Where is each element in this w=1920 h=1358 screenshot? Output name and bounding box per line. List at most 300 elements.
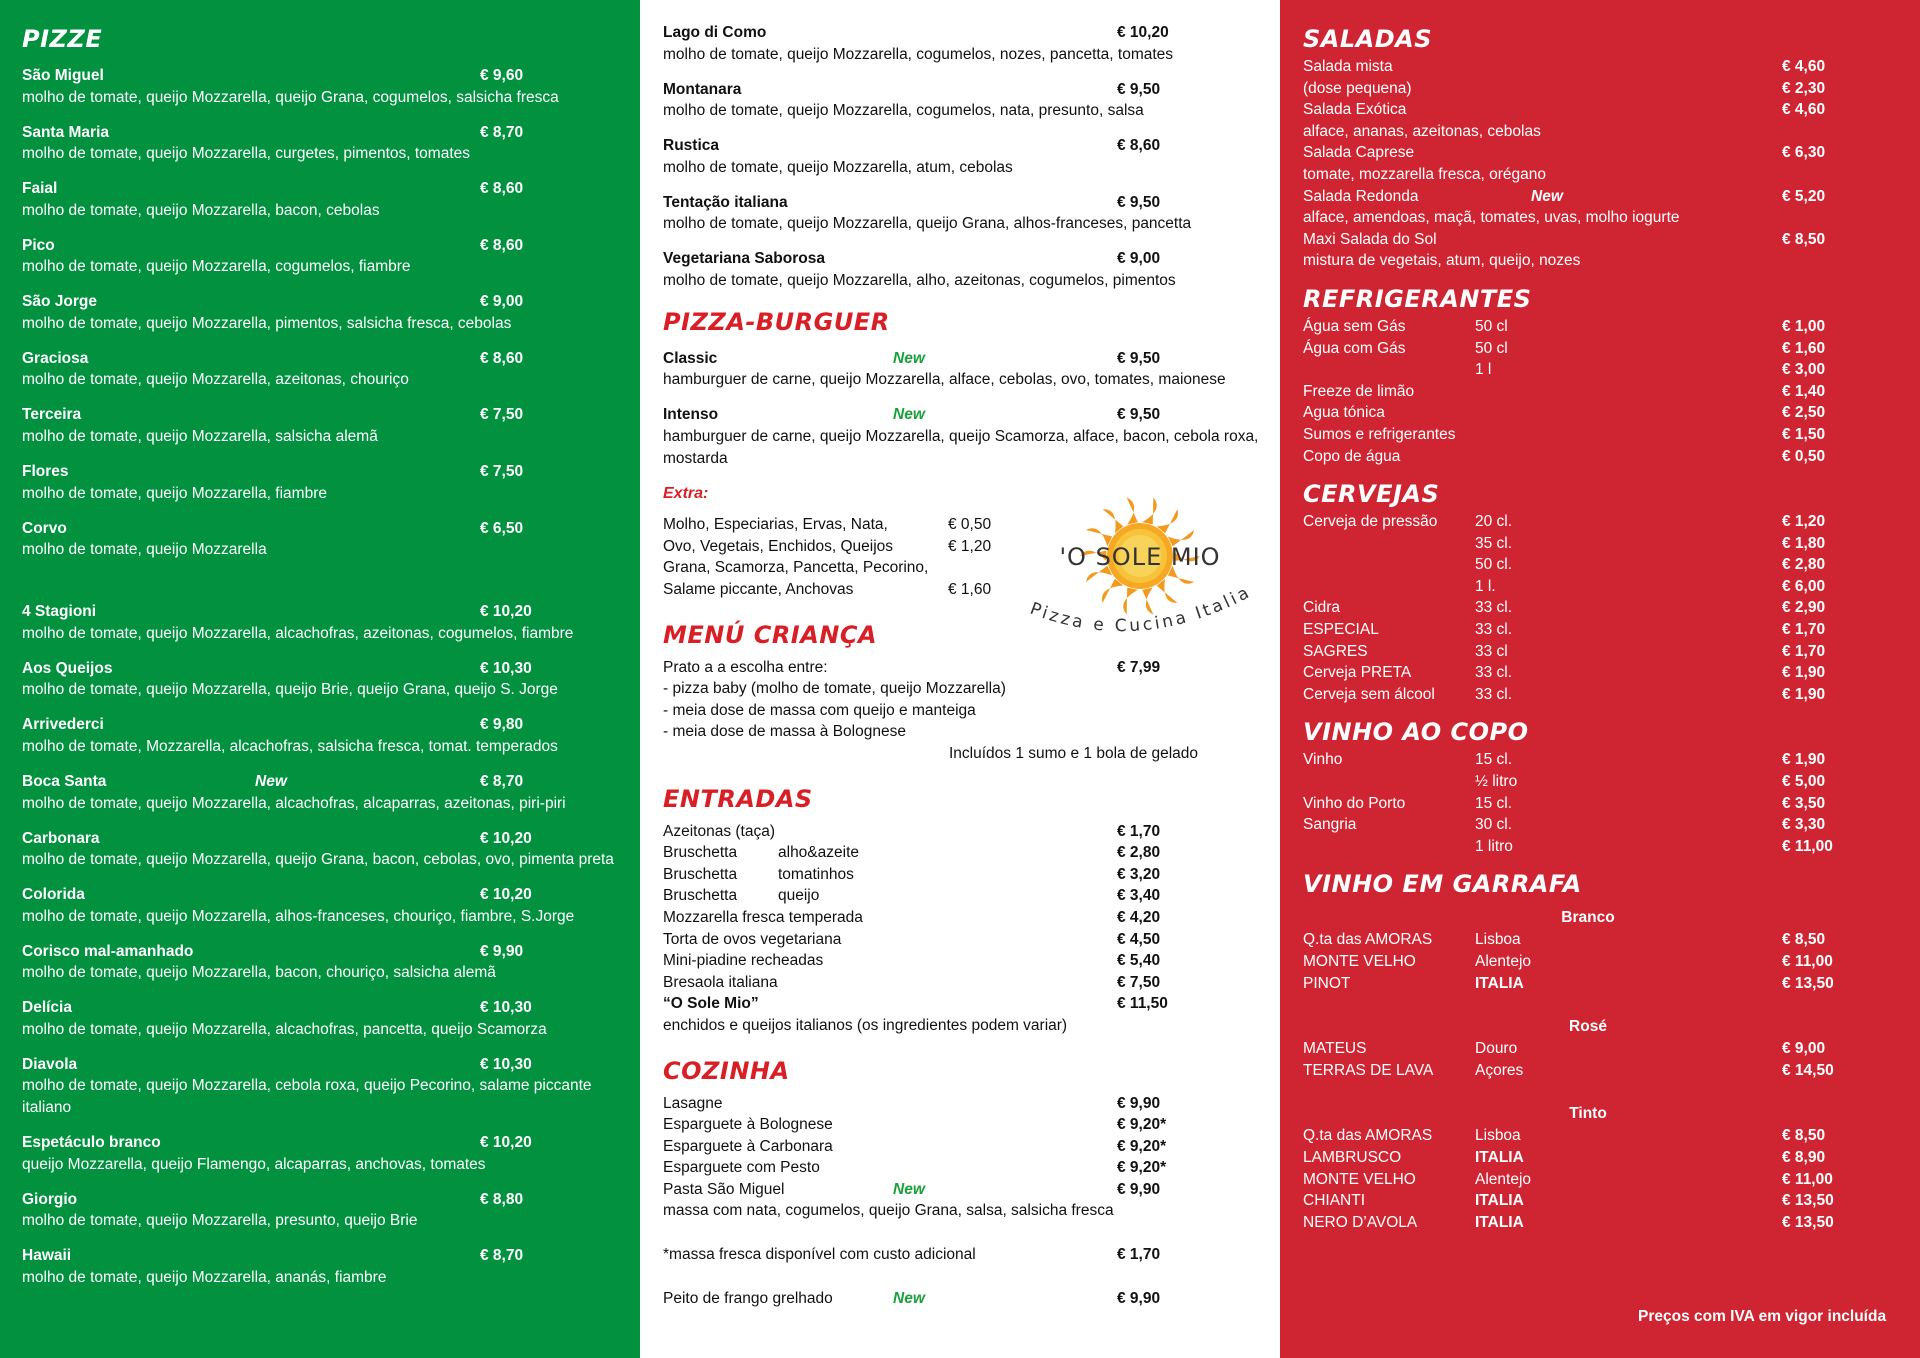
massa-note-price: € 1,70 xyxy=(1117,1246,1161,1264)
menu-item-price: € 8,60 xyxy=(480,180,524,198)
salada-row xyxy=(1303,56,1900,78)
menu-item-desc: queijo Mozzarella, queijo Flamengo, alcaparras, anchovas, tomates xyxy=(22,1155,486,1173)
menu-item-price: € 9,50 xyxy=(1117,193,1161,211)
iva-footnote: Preços com IVA em vigor incluída xyxy=(1638,1308,1887,1325)
wine-row-detail: ITALIA xyxy=(1475,1192,1524,1210)
menu-item xyxy=(22,658,620,701)
cerveja-row-price: € 1,80 xyxy=(1782,534,1826,552)
menu-item-name: Lago di Como xyxy=(663,24,767,41)
extra-price: € 0,50 xyxy=(948,516,992,534)
entrada-price: € 4,50 xyxy=(1117,930,1161,948)
refrigerantes-title: REFRIGERANTES xyxy=(1303,284,1532,313)
drinks-panel xyxy=(1280,0,1920,1358)
refrigerante-row-price: € 0,50 xyxy=(1782,447,1826,465)
vinho-copo-row xyxy=(1303,814,1900,836)
menu-item-name: Vegetariana Saborosa xyxy=(663,250,825,268)
menu-item-price: € 9,90 xyxy=(480,942,524,960)
refrigerante-row xyxy=(1303,359,1900,381)
menu-item-name: Giorgio xyxy=(22,1190,78,1208)
entrada-name: Mini-piadine recheadas xyxy=(663,952,824,970)
menu-item-desc: molho de tomate, queijo Mozzarella, queijo Grana, alhos-franceses, pancetta xyxy=(663,215,1192,233)
cozinha-name: Lasagne xyxy=(663,1094,723,1112)
wine-row-detail: Alentejo xyxy=(1475,953,1532,970)
new-badge: New xyxy=(255,772,287,790)
refrigerante-row-price: € 2,50 xyxy=(1782,404,1826,422)
salada-row-name: alface, amendoas, maçã, tomates, uvas, molho iogurte xyxy=(1303,209,1680,227)
entrada-variant: queijo xyxy=(778,887,820,905)
vinho-copo-row-price: € 5,00 xyxy=(1782,773,1826,791)
vinho-copo-row xyxy=(1303,793,1900,815)
cozinha-row xyxy=(663,1179,1260,1201)
refrigerante-row xyxy=(1303,446,1900,468)
cerveja-row xyxy=(1303,533,1900,555)
menu-item-header xyxy=(663,79,1260,101)
cozinha-row xyxy=(663,1093,1260,1115)
refrigerante-row-name: Copo de água xyxy=(1303,447,1401,465)
menu-item-name: Corvo xyxy=(22,519,67,537)
wine-row-name: Q.ta das AMORAS xyxy=(1303,1127,1433,1145)
kids-option-text: - pizza baby (molho de tomate, queijo Mozzarella) xyxy=(663,680,1006,698)
menu-item-price: € 6,50 xyxy=(480,519,524,537)
frango-price: € 9,90 xyxy=(1117,1289,1161,1307)
cerveja-row-price: € 1,90 xyxy=(1782,664,1826,682)
entrada-price: € 4,20 xyxy=(1117,908,1161,926)
menu-item xyxy=(22,235,620,278)
wine-row-name: NERO D’AVOLA xyxy=(1303,1213,1418,1231)
wine-row-price: € 8,50 xyxy=(1782,931,1826,949)
wine-row xyxy=(1303,951,1900,973)
entrada-name: Bresaola italiana xyxy=(663,973,778,991)
menu-item xyxy=(22,884,620,927)
menu-item xyxy=(22,828,620,871)
rose-label: Rosé xyxy=(1569,1018,1607,1036)
wine-row-name: CHIANTI xyxy=(1303,1192,1365,1210)
menu-item-desc: molho de tomate, queijo Mozzarella, atum, cebolas xyxy=(663,158,1013,176)
cerveja-row-detail: 33 cl. xyxy=(1475,599,1513,617)
cerveja-row-name: ESPECIAL xyxy=(1303,621,1379,639)
menu-item-desc: molho de tomate, queijo Mozzarella, cogumelos, nozes, pancetta, tomates xyxy=(663,45,1174,63)
menu-item-desc: molho de tomate, queijo Mozzarella, alho, azeitonas, cogumelos, pimentos xyxy=(663,271,1176,289)
tinto-list xyxy=(1303,1125,1900,1233)
cozinha-price: € 9,20* xyxy=(1117,1116,1167,1134)
menu-item-price: € 9,60 xyxy=(480,67,524,84)
vinho-copo-row xyxy=(1303,749,1900,771)
menu-item-header xyxy=(22,828,620,850)
menu-item-header xyxy=(22,65,620,87)
sun-ray xyxy=(1142,498,1157,525)
menu-item-name: Graciosa xyxy=(22,349,89,367)
wine-row-price: € 14,50 xyxy=(1782,1061,1834,1079)
salada-row xyxy=(1303,142,1900,164)
wine-row-detail: ITALIA xyxy=(1475,1148,1524,1166)
cerveja-row-name: Cerveja de pressão xyxy=(1303,513,1438,531)
menu-item-desc: molho de tomate, queijo Mozzarella, presunto, queijo Brie xyxy=(22,1212,418,1230)
menu-item-desc: molho de tomate, queijo Mozzarella, queijo Grana, bacon, cebolas, ovo, pimenta preta xyxy=(22,851,614,869)
vinho-copo-row-price: € 11,00 xyxy=(1782,837,1833,855)
cerveja-row-name: Cerveja sem álcool xyxy=(1303,685,1435,703)
menu-item-price: € 9,50 xyxy=(1117,349,1161,367)
refrigerante-row xyxy=(1303,338,1900,360)
cozinha-price: € 9,90 xyxy=(1117,1094,1161,1112)
refrigerante-row xyxy=(1303,424,1900,446)
cozinha-price: € 9,20* xyxy=(1117,1137,1167,1155)
vinho-copo-row-name: Sangria xyxy=(1303,816,1357,834)
cerveja-row-name: SAGRES xyxy=(1303,642,1368,660)
menu-item xyxy=(22,178,620,221)
vinho-copo-row-name: Vinho xyxy=(1303,751,1343,769)
wine-row-price: € 8,50 xyxy=(1782,1127,1826,1145)
wine-row-detail: Lisboa xyxy=(1475,931,1521,949)
entrada-row xyxy=(663,842,1260,864)
entrada-variant: alho&azeite xyxy=(778,844,860,862)
cerveja-row-detail: 1 l. xyxy=(1475,577,1496,595)
cerveja-row xyxy=(1303,619,1900,641)
frango-name: Peito de frango grelhado xyxy=(663,1289,833,1307)
middle-panel xyxy=(640,0,1280,1358)
menu-item-price: € 7,50 xyxy=(480,463,524,481)
menu-item-price: € 10,20 xyxy=(480,886,532,904)
cerveja-row-detail: 35 cl. xyxy=(1475,534,1513,552)
menu-item-price: € 8,70 xyxy=(480,123,524,141)
cozinha-name: Pasta São Miguel xyxy=(663,1180,785,1198)
entrada-row xyxy=(663,821,1260,843)
refrigerante-row xyxy=(1303,381,1900,403)
menu-item-desc: molho de tomate, queijo Mozzarella, queijo Grana, cogumelos, salsicha fresca xyxy=(22,88,559,106)
menu-item-desc: molho de tomate, queijo Mozzarella, azeitonas, chouriço xyxy=(22,371,409,389)
menu-item-desc: molho de tomate, queijo Mozzarella, curgetes, pimentos, tomates xyxy=(22,145,471,163)
kids-menu xyxy=(663,657,1260,765)
cerveja-row-detail: 33 cl. xyxy=(1475,664,1513,682)
vinho-copo-title: VINHO AO COPO xyxy=(1303,718,1529,747)
menu-item-name: Tentação italiana xyxy=(663,193,788,211)
wine-row-detail: ITALIA xyxy=(1475,974,1524,992)
menu-item-name: Pico xyxy=(22,236,55,254)
sun-ray xyxy=(1123,588,1138,615)
cerveja-row xyxy=(1303,576,1900,598)
menu-item xyxy=(22,122,620,165)
refrigerante-row-price: € 3,00 xyxy=(1782,361,1826,379)
salada-row-name: Salada Redonda xyxy=(1303,187,1419,205)
entrada-row xyxy=(663,907,1260,929)
menu-item-price: € 10,20 xyxy=(480,603,532,621)
menu-item-price: € 10,30 xyxy=(480,659,532,677)
salada-row xyxy=(1303,207,1900,229)
menu-item-name: Colorida xyxy=(22,886,85,904)
refrigerante-row-price: € 1,60 xyxy=(1782,339,1826,357)
logo xyxy=(1016,492,1264,662)
menu-item-name: Terceira xyxy=(22,406,82,424)
menu-item-price: € 9,50 xyxy=(1117,80,1161,98)
saladas-list xyxy=(1303,56,1900,272)
entrada-name: Bruschetta xyxy=(663,887,738,905)
salada-row xyxy=(1303,250,1900,272)
salada-row-price: € 4,60 xyxy=(1782,58,1826,75)
sole-mio-desc: enchidos e queijos italianos (os ingredientes podem variar) xyxy=(663,1016,1068,1034)
cerveja-row-detail: 33 cl. xyxy=(1475,621,1513,639)
vinho-copo-list xyxy=(1303,749,1900,857)
menu-item-name: Santa Maria xyxy=(22,123,110,141)
cerveja-row xyxy=(1303,597,1900,619)
menu-item xyxy=(22,771,620,814)
cerveja-row xyxy=(1303,554,1900,576)
wine-row-price: € 13,50 xyxy=(1782,1192,1834,1210)
cerveja-row xyxy=(1303,511,1900,533)
wine-row-detail: Alentejo xyxy=(1475,1170,1532,1188)
pizza-list-continued xyxy=(663,22,1260,292)
salada-row-price: € 2,30 xyxy=(1782,79,1826,97)
wine-row-price: € 13,50 xyxy=(1782,1213,1834,1231)
wine-row-price: € 11,00 xyxy=(1782,953,1833,970)
menu-item-name: Espetáculo branco xyxy=(22,1134,161,1151)
wine-row xyxy=(1303,929,1900,951)
cozinha-price: € 9,20* xyxy=(1117,1159,1167,1177)
entrada-row xyxy=(663,864,1260,886)
cerveja-row-price: € 2,80 xyxy=(1782,556,1826,574)
sun-ray xyxy=(1142,588,1153,615)
menu-item-desc: molho de tomate, queijo Mozzarella, salsicha alemã xyxy=(22,428,378,446)
menu-item-name: Faial xyxy=(22,180,58,198)
cerveja-row xyxy=(1303,641,1900,663)
entrada-price: € 3,40 xyxy=(1117,887,1161,905)
extra-text: Salame piccante, Anchovas xyxy=(663,581,854,599)
menu-item xyxy=(22,404,620,447)
menu-item-price: € 10,20 xyxy=(480,829,532,847)
refrigerante-row-detail: 50 cl xyxy=(1475,317,1508,335)
cozinha-row xyxy=(663,1157,1260,1179)
rose-list xyxy=(1303,1038,1900,1081)
kids-intro: Prato a a escolha entre: xyxy=(663,658,828,676)
menu-item-desc: molho de tomate, queijo Mozzarella, fiambre xyxy=(22,484,327,502)
kids-option-text: - meia dose de massa à Bolognese xyxy=(663,723,906,741)
branco-label: Branco xyxy=(1561,909,1615,927)
salada-row-name: mistura de vegetais, atum, queijo, nozes xyxy=(1303,252,1581,270)
vinho-copo-row-price: € 1,90 xyxy=(1782,751,1826,769)
entrada-name: Azeitonas (taça) xyxy=(663,822,775,840)
entradas-title: ENTRADAS xyxy=(663,784,813,813)
menu-item-header xyxy=(22,178,620,200)
massa-note: *massa fresca disponível com custo adicional xyxy=(663,1246,976,1264)
menu-item-name: Aos Queijos xyxy=(22,659,113,677)
pasta-desc: massa com nata, cogumelos, queijo Grana, salsa, salsicha fresca xyxy=(663,1202,1114,1220)
wine-row xyxy=(1303,1212,1900,1234)
new-badge: New xyxy=(893,406,925,424)
menu-item xyxy=(22,518,620,561)
entrada-row xyxy=(663,972,1260,994)
menu-item-desc: molho de tomate, queijo Mozzarella, alcachofras, pancetta, queijo Scamorza xyxy=(22,1020,547,1038)
entrada-row xyxy=(663,929,1260,951)
menu-item-header xyxy=(22,348,620,370)
menu-item-price: € 8,70 xyxy=(480,1247,524,1265)
extra-title: Extra: xyxy=(663,484,709,502)
wine-row-price: € 8,90 xyxy=(1782,1148,1826,1166)
pizze-title: PIZZE xyxy=(22,25,103,53)
refrigerante-row-price: € 1,40 xyxy=(1782,382,1826,400)
cerveja-row-price: € 2,90 xyxy=(1782,599,1826,617)
extra-text: Ovo, Vegetais, Enchidos, Queijos xyxy=(663,537,894,555)
menu-item-name: 4 Stagioni xyxy=(22,603,97,621)
cozinha-name: Esparguete à Bolognese xyxy=(663,1116,833,1134)
new-badge: New xyxy=(893,349,925,367)
vinho-copo-row xyxy=(1303,836,1900,858)
menu-item-price: € 7,50 xyxy=(480,406,524,424)
salada-row xyxy=(1303,78,1900,100)
new-badge: New xyxy=(1531,187,1563,205)
menu-item-header xyxy=(22,658,620,680)
salada-row-name: Salada Exótica xyxy=(1303,101,1407,119)
wine-row xyxy=(1303,973,1900,995)
menu-item-header xyxy=(22,235,620,257)
entrada-price: € 1,70 xyxy=(1117,822,1161,840)
menu-item-price: € 10,20 xyxy=(480,1134,532,1151)
salada-row-price: € 4,60 xyxy=(1782,101,1826,119)
menu-item-desc: molho de tomate, queijo Mozzarella xyxy=(22,541,267,559)
vinho-copo-row-name: Vinho do Porto xyxy=(1303,794,1406,812)
menu-item-desc: molho de tomate, queijo Mozzarella, cogumelos, nata, presunto, salsa xyxy=(663,102,1144,120)
salada-row xyxy=(1303,186,1900,208)
menu-item-header xyxy=(663,248,1260,270)
salada-row-price: € 6,30 xyxy=(1782,144,1826,162)
cerveja-row-name: Cerveja PRETA xyxy=(1303,664,1412,682)
cerveja-row-price: € 1,70 xyxy=(1782,621,1826,639)
wine-row-name: PINOT xyxy=(1303,974,1351,992)
menu-item xyxy=(663,79,1260,122)
entrada-name: Bruschetta xyxy=(663,844,738,862)
menu-item-price: € 8,60 xyxy=(480,236,524,254)
menu-item-desc: molho de tomate, queijo Mozzarella, cebola roxa, queijo Pecorino, salame piccante italiano xyxy=(22,1077,592,1117)
menu-item xyxy=(663,192,1260,235)
wine-row xyxy=(1303,1147,1900,1169)
menu-item xyxy=(22,291,620,334)
menu-item-header xyxy=(22,1132,620,1154)
kids-option xyxy=(663,721,1260,743)
sole-mio-price: € 11,50 xyxy=(1117,995,1168,1013)
menu-item-header xyxy=(22,941,620,963)
menu-item-price: € 9,00 xyxy=(1117,250,1161,268)
tinto-label: Tinto xyxy=(1569,1105,1607,1123)
vinho-copo-row xyxy=(1303,771,1900,793)
menu-item-price: € 10,20 xyxy=(1117,24,1169,41)
menu-item xyxy=(22,1132,620,1175)
wine-row xyxy=(1303,1169,1900,1191)
refrigerante-row-detail: 50 cl xyxy=(1475,339,1508,357)
kids-option xyxy=(663,678,1260,700)
vinho-garrafa-title: VINHO EM GARRAFA xyxy=(1303,870,1582,899)
menu-item xyxy=(22,1245,620,1288)
cozinha-list xyxy=(663,1093,1260,1201)
cerveja-row xyxy=(1303,684,1900,706)
menu-item-price: € 9,00 xyxy=(480,293,524,311)
menu-item-header xyxy=(663,22,1260,44)
menu-item-header xyxy=(22,122,620,144)
menu-item xyxy=(22,941,620,984)
menu-item-name: Corisco mal-amanhado xyxy=(22,942,194,960)
menu-item-name: Delícia xyxy=(22,999,72,1017)
menu-item-desc: hamburguer de carne, queijo Mozzarella, alface, cebolas, ovo, tomates, maionese xyxy=(663,371,1226,389)
menu-item-desc: molho de tomate, queijo Mozzarella, alcachofras, alcaparras, azeitonas, piri-piri xyxy=(22,794,566,812)
kids-note: Incluídos 1 sumo e 1 bola de gelado xyxy=(949,744,1199,762)
menu-item xyxy=(22,348,620,391)
refrigerante-row xyxy=(1303,402,1900,424)
menu-item-desc: molho de tomate, queijo Mozzarella, cogumelos, fiambre xyxy=(22,258,411,276)
menu-item-name: São Miguel xyxy=(22,67,104,84)
cozinha-price: € 9,90 xyxy=(1117,1180,1161,1198)
entrada-price: € 5,40 xyxy=(1117,952,1161,970)
sun-ray xyxy=(1103,509,1124,533)
entrada-row xyxy=(663,950,1260,972)
salada-row-name: (dose pequena) xyxy=(1303,79,1412,97)
salada-row xyxy=(1303,229,1900,251)
cerveja-row-detail: 33 cl. xyxy=(1475,685,1513,703)
cerveja-row-detail: 20 cl. xyxy=(1475,513,1513,531)
refrigerante-row-name: Água com Gás xyxy=(1303,339,1406,357)
menu-item-name: Diavola xyxy=(22,1055,78,1073)
cerveja-row-price: € 1,70 xyxy=(1782,642,1826,660)
salada-row-price: € 8,50 xyxy=(1782,230,1826,248)
new-badge: New xyxy=(893,1180,925,1198)
menu-item-price: € 9,80 xyxy=(480,716,524,734)
menu-item xyxy=(663,404,1260,469)
logo-tagline: Pizza e Cucina Italia xyxy=(1027,581,1255,637)
menu-item-desc: molho de tomate, queijo Mozzarella, bacon, chouriço, salsicha alemã xyxy=(22,964,496,982)
frango-new-badge: New xyxy=(893,1289,925,1307)
cerveja-row-detail: 50 cl. xyxy=(1475,556,1513,574)
menu-item-price: € 8,70 xyxy=(480,772,524,790)
extra-text: Grana, Scamorza, Pancetta, Pecorino, xyxy=(663,559,929,577)
pizze-panel xyxy=(0,0,640,1358)
menu-item-header xyxy=(663,348,1260,370)
cozinha-name: Esparguete com Pesto xyxy=(663,1159,820,1177)
pizze-list xyxy=(22,65,620,561)
menu-item xyxy=(22,1054,620,1119)
menu-item-price: € 8,60 xyxy=(480,349,524,367)
vinho-copo-row-detail: 15 cl. xyxy=(1475,794,1513,812)
vinho-copo-row-price: € 3,30 xyxy=(1782,816,1826,834)
pizza-burguer-title: PIZZA-BURGUER xyxy=(663,307,890,336)
menu-item-price: € 10,30 xyxy=(480,999,532,1017)
entrada-price: € 3,20 xyxy=(1117,865,1161,883)
menu-item xyxy=(22,65,620,108)
cerveja-row-price: € 1,20 xyxy=(1782,513,1826,531)
extra-text: Molho, Especiarias, Ervas, Nata, xyxy=(663,516,888,534)
refrigerante-row-name: Freeze de limão xyxy=(1303,382,1415,400)
menu-item-header xyxy=(22,1189,620,1211)
wine-row-name: TERRAS DE LAVA xyxy=(1303,1061,1434,1079)
menu-item xyxy=(22,601,620,644)
salada-row-price: € 5,20 xyxy=(1782,187,1826,205)
refrigerante-row-name: Agua tónica xyxy=(1303,404,1385,422)
entrada-name: Bruschetta xyxy=(663,865,738,883)
refrigerante-row xyxy=(1303,316,1900,338)
menu-item-price: € 8,80 xyxy=(480,1190,524,1208)
menu-item-header xyxy=(22,461,620,483)
entrada-price: € 2,80 xyxy=(1117,844,1161,862)
vinho-copo-row-detail: 30 cl. xyxy=(1475,816,1513,834)
menu-item-header xyxy=(22,714,620,736)
menu-item-header xyxy=(22,884,620,906)
salada-row xyxy=(1303,164,1900,186)
salada-row-name: Salada mista xyxy=(1303,58,1393,75)
menu-item-price: € 8,60 xyxy=(1117,137,1161,155)
menu-item xyxy=(22,461,620,504)
menu-item-header xyxy=(663,404,1260,426)
wine-row-name: Q.ta das AMORAS xyxy=(1303,931,1433,949)
vinho-copo-row-price: € 3,50 xyxy=(1782,794,1826,812)
cozinha-name: Esparguete à Carbonara xyxy=(663,1137,833,1155)
menu-item-name: Carbonara xyxy=(22,829,100,847)
cozinha-title: COZINHA xyxy=(663,1056,790,1085)
cerveja-row-price: € 6,00 xyxy=(1782,577,1826,595)
salada-row xyxy=(1303,121,1900,143)
